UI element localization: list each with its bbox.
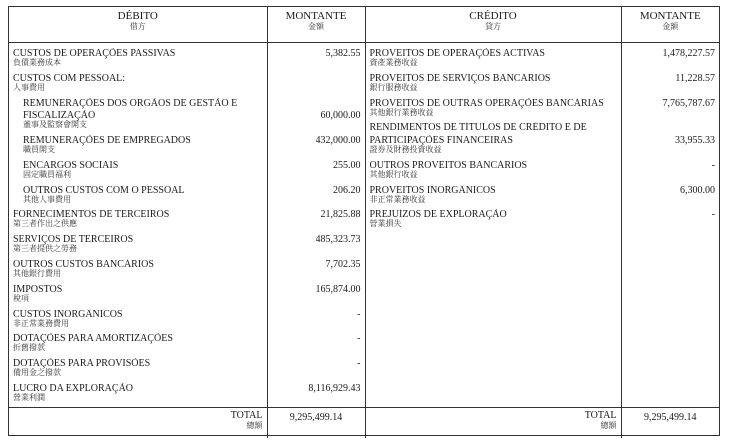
debit-item-label: REMUNERAÇÕES DE EMPREGADOS [23,135,191,146]
debit-amounts [268,43,365,407]
debit-item-label: OUTROS CUSTOS COM O PESSOAL [23,184,185,196]
debit-item-label: REMUNERAÇÕES DOS ÓRGÃOS DE GESTÃO E [23,97,238,109]
debit-item-label: OUTROS CUSTOS BANCÁRIOS [13,259,154,270]
debit-item-amount: - [357,358,361,370]
totals-row [9,408,719,439]
debit-item-label: LUCRO DA EXPLORAÇÃO [13,383,134,394]
debit-item-amount: 432,000.00 [315,135,361,146]
debit-item-label-zh: 第三者提供之勞務 [13,244,77,254]
debit-total-value: 9,295,499.14 [267,408,365,439]
credit-header-label: CRÉDITO [469,10,517,22]
debit-item-label-zh: 負債業務成本 [13,58,61,67]
credit-item-label: PARTICIPAÇÕES FINANCEIRAS [369,135,513,146]
debit-item-label-zh: 第三者作出之供應 [13,219,77,229]
debit-amount-header [267,7,365,43]
credit-item-label: OUTROS PROVEITOS BANCÁRIOS [369,159,528,171]
credit-item-amount: 33,955.33 [675,135,715,146]
debit-item-label: FORNECIMENTOS DE TERCEIROS [13,209,170,221]
income-statement-sheet [8,6,720,436]
debit-item-label-zh: 折舊撥款 [13,343,45,353]
credit-item-label: PROVEITOS DE OUTRAS OPERAÇÕES BANCÁRIAS [369,97,604,109]
credit-header-zh: 貸方 [485,22,501,31]
debit-item-label: ENCARGOS SOCIAIS [23,159,119,171]
debit-item-label: FISCALIZAÇÃO [23,110,96,122]
credit-item-label-zh: 資產業務收益 [369,58,418,67]
credit-item-amount: 6,300.00 [680,184,715,196]
credit-item-amount: 11,228.57 [675,72,715,84]
credit-total-label: TOTAL [584,410,617,421]
credit-item-amount: 7,765,787.67 [662,97,715,109]
debit-item-label: CUSTOS INORGÂNICOS [13,308,123,320]
debit-item-label: CUSTOS COM PESSOAL: [13,72,126,84]
debit-item-label-zh: 固定職員福利 [23,169,71,179]
debit-item-amount: 21,825.88 [320,209,361,221]
debit-item-amount: 5,382.55 [325,48,361,59]
credit-total-label-zh: 總額 [600,421,617,430]
credit-item-label-zh: 營業損失 [369,219,402,229]
debit-header-zh: 借方 [129,22,146,31]
credit-item-label: RENDIMENTOS DE TÍTULOS DE CRÉDITO E DE [369,122,587,134]
credit-item-label-zh: 非正常業務收益 [369,194,426,204]
debit-amount-header-zh: 金額 [308,22,324,31]
debit-item-label-zh: 職員開支 [23,145,55,154]
debit-item-label-zh: 人事費用 [13,82,45,92]
debit-item-amount: - [357,308,361,320]
credit-item-amount: 1,478,227.57 [662,48,715,59]
debit-item-label-zh: 非正常業務費用 [13,318,69,328]
debit-item-label-zh: 營業利潤 [13,393,45,402]
credit-item-label: PROVEITOS DE OPERAÇÕES ACTIVAS [369,48,545,59]
credit-item-label-zh: 銀行服務收益 [369,82,418,92]
credit-total-label-cell [365,408,621,439]
debit-item-label: IMPOSTOS [13,283,63,295]
credit-header [365,7,621,43]
credit-amounts [622,43,720,407]
credit-total-value: 9,295,499.14 [621,408,719,439]
debit-item-amount: 165,874.00 [315,283,361,295]
credit-descriptions [366,43,621,407]
debit-total-label-zh: 總額 [246,421,263,430]
debit-descriptions [9,43,267,407]
credit-item-label: PROVEITOS DE SERVIÇOS BANCÁRIOS [369,72,551,84]
credit-item-amount: - [711,209,715,221]
credit-amount-header [621,7,719,43]
credit-item-label-zh: 證券及財務投資收益 [369,145,442,154]
debit-item-label-zh: 董事及監察會開支 [23,120,87,130]
debit-header-label: DÉBITO [117,10,158,22]
debit-header [9,7,267,43]
credit-item-label: PREJUÍZOS DE EXPLORAÇÃO [369,209,507,221]
credit-item-label-zh: 其他銀行收益 [369,169,418,179]
debit-item-label-zh: 稅項 [13,293,29,303]
debit-item-label-zh: 其他銀行費用 [13,269,61,278]
debit-item-amount: 206.20 [333,184,361,196]
credit-amount-header-zh: 金額 [662,22,679,31]
debit-item-amount: 485,323.73 [315,234,361,246]
debit-item-label: DOTAÇÕES PARA AMORTIZAÇÕES [13,333,173,345]
income-statement-table [9,7,719,438]
debit-item-label: CUSTOS DE OPERAÇÕES PASSIVAS [13,48,176,59]
debit-total-label: TOTAL [230,410,263,421]
debit-item-amount: 7,702.35 [325,259,361,270]
credit-amount-header-label: MONTANTE [639,10,701,22]
debit-amount-header-label: MONTANTE [285,10,347,22]
header-row [9,7,719,43]
body-row [9,43,719,408]
debit-total-label-cell [9,408,267,439]
credit-item-label-zh: 其他銀行業務收益 [369,107,434,117]
debit-item-amount: 60,000.00 [320,110,361,122]
credit-item-amount: - [711,159,715,171]
debit-item-amount: 255.00 [333,159,361,171]
debit-item-amount: 8,116,929.43 [308,383,361,394]
debit-item-label: DOTAÇÕES PARA PROVISÕES [13,358,151,370]
debit-item-label: SERVIÇOS DE TERCEIROS [13,234,134,246]
debit-item-label-zh: 備用金之撥款 [13,368,61,378]
debit-item-amount: - [357,333,361,345]
credit-item-label: PROVEITOS INORGÂNICOS [369,184,496,196]
debit-item-label-zh: 其他人事費用 [23,194,71,204]
